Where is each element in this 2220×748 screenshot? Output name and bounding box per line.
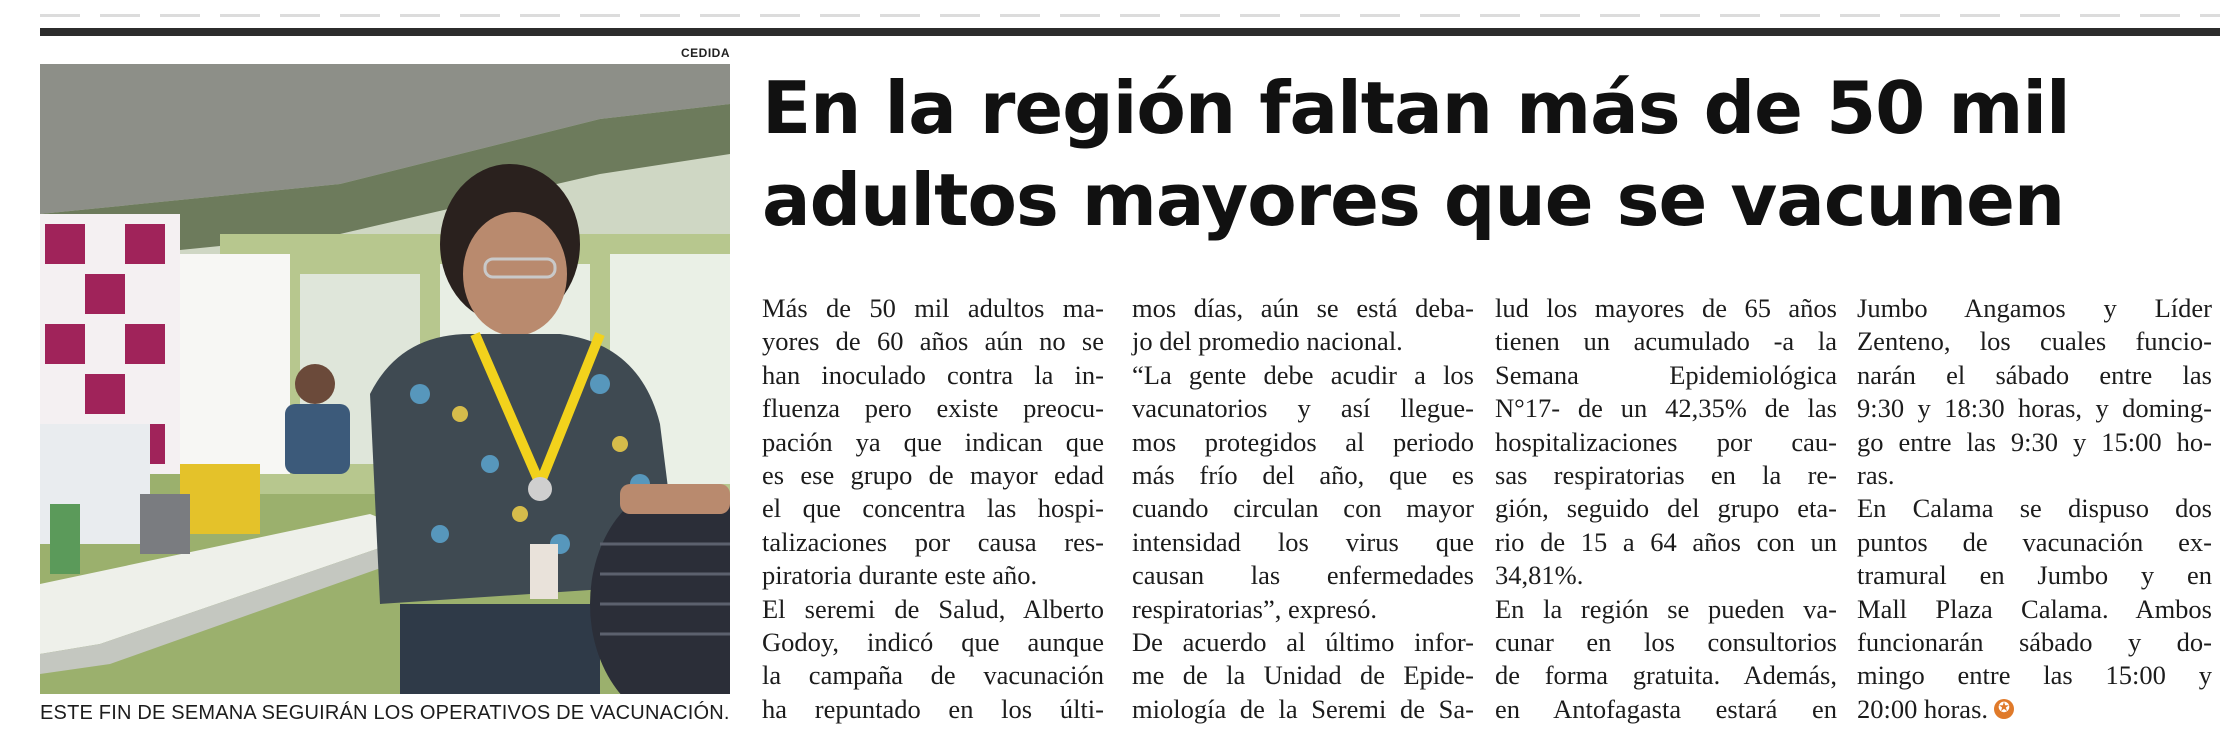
body-line: El seremi de Salud, Alberto [762, 593, 1104, 624]
body-line: Semana Epidemiológica [1495, 359, 1837, 390]
body-column-4 [1857, 292, 2212, 726]
body-line: mingo entre las 15:00 y [1857, 660, 2212, 691]
body-line: yores de 60 años aún no se [762, 326, 1104, 357]
top-rule-faint [40, 14, 2220, 17]
article-photo [40, 64, 730, 694]
body-line: narán el sábado entre las [1857, 359, 2212, 390]
body-line: En Calama se dispuso dos [1857, 493, 2212, 524]
photo-credit: CEDIDA [680, 46, 730, 60]
body-line: han inoculado contra la in- [762, 359, 1104, 390]
body-line: Jumbo Angamos y Líder [1857, 293, 2212, 323]
body-line: lud los mayores de 65 años [1495, 293, 1837, 323]
body-line: ras. [1857, 460, 1895, 491]
body-column-1 [762, 292, 1104, 726]
body-line: funcionarán sábado y do- [1857, 627, 2212, 658]
body-line: piratoria durante este año. [762, 560, 1038, 591]
body-line: 34,81%. [1495, 560, 1584, 591]
headline-line-2: adultos mayores que se vacunen [762, 158, 2065, 242]
body-line: jo del promedio nacional. [1132, 326, 1403, 357]
body-line: el que concentra las hospi- [762, 493, 1104, 524]
body-line: miología de la Seremi de Sa- [1132, 693, 1474, 724]
body-line: intensidad los virus que [1132, 526, 1474, 557]
body-line: rio de 15 a 64 años con un [1495, 526, 1837, 557]
article-headline [762, 62, 2212, 246]
body-line: es ese grupo de mayor edad [762, 460, 1104, 491]
body-line-text: 20:00 horas. [1857, 693, 1989, 724]
body-line: Godoy, indicó que aunque [762, 627, 1104, 658]
body-line: me de la Unidad de Epide- [1132, 660, 1474, 691]
end-of-article-icon: ✪ [1994, 699, 2014, 719]
body-line: mos protegidos al periodo [1132, 426, 1474, 457]
body-line: pación ya que indican que [762, 426, 1104, 457]
body-line: ha repuntado en los últi- [762, 693, 1104, 724]
body-line: de forma gratuita. Además, [1495, 660, 1837, 691]
body-line: sas respiratorias en la re- [1495, 460, 1837, 491]
body-line: gión, seguido del grupo eta- [1495, 493, 1837, 524]
body-line: Más de 50 mil adultos ma- [762, 293, 1104, 323]
body-line: cuando circulan con mayor [1132, 493, 1474, 524]
body-line: causan las enfermedades [1132, 560, 1474, 591]
body-line: cunar en los consultorios [1495, 627, 1837, 658]
body-line: mos días, aún se está deba- [1132, 293, 1474, 323]
body-column-2 [1132, 292, 1474, 726]
headline-line-1: En la región faltan más de 50 mil [762, 66, 2070, 150]
body-line: vacunatorios y así llegue- [1132, 393, 1474, 424]
body-line: puntos de vacunación ex- [1857, 526, 2212, 557]
body-line: go entre las 9:30 y 15:00 ho- [1857, 426, 2212, 457]
body-line: talizaciones por causa res- [762, 526, 1104, 557]
top-rule [40, 28, 2220, 36]
body-line: “La gente debe acudir a los [1132, 359, 1474, 390]
photo-caption: ESTE FIN DE SEMANA SEGUIRÁN LOS OPERATIVOS DE VACUNACIÓN. [40, 702, 730, 724]
body-line: En la región se pueden va- [1495, 593, 1837, 624]
vaccination-photo-illustration [40, 64, 730, 694]
body-line: en Antofagasta estará en [1495, 693, 1837, 724]
body-line: respiratorias”, expresó. [1132, 593, 1378, 624]
body-line: más frío del año, que es [1132, 460, 1474, 491]
body-line: Mall Plaza Calama. Ambos [1857, 593, 2212, 624]
body-line: fluenza pero existe preocu- [762, 393, 1104, 424]
body-line: Zenteno, los cuales funcio- [1857, 326, 2212, 357]
body-line: tienen un acumulado -a la [1495, 326, 1837, 357]
body-line: 9:30 y 18:30 horas, y doming- [1857, 393, 2212, 424]
body-line: N°17- de un 42,35% de las [1495, 393, 1837, 424]
body-line-last [1857, 693, 2212, 726]
body-line: tramural en Jumbo y en [1857, 560, 2212, 591]
body-line: hospitalizaciones por cau- [1495, 426, 1837, 457]
body-column-3 [1495, 292, 1837, 726]
body-line: la campaña de vacunación [762, 660, 1104, 691]
body-line: De acuerdo al último infor- [1132, 627, 1474, 658]
